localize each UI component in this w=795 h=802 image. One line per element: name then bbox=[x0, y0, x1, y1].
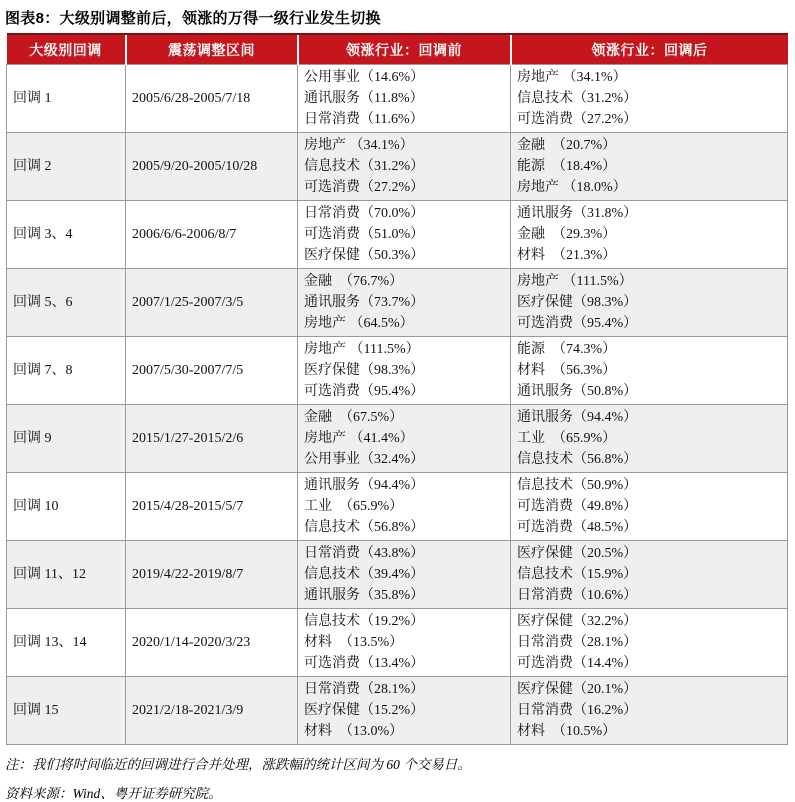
industry-line: 医疗保健（15.2%） bbox=[304, 703, 425, 718]
industry-line: 通讯服务（11.8%） bbox=[304, 91, 424, 106]
industry-line: 房地产 （41.4%） bbox=[304, 431, 414, 446]
industry-line: 可选消费（95.4%） bbox=[517, 316, 638, 331]
industries-before-cell bbox=[298, 201, 511, 269]
industry-line: 日常消费（11.6%） bbox=[304, 112, 424, 127]
industry-line: 房地产 （34.1%） bbox=[517, 70, 627, 85]
pullback-label-cell: 回调 2 bbox=[7, 133, 126, 201]
industry-line: 能源 （18.4%） bbox=[517, 159, 617, 174]
industries-after-cell bbox=[511, 65, 788, 133]
industries-before-cell bbox=[298, 133, 511, 201]
pullback-label-cell: 回调 3、4 bbox=[7, 201, 126, 269]
industry-line: 能源 （74.3%） bbox=[517, 342, 617, 357]
industry-line: 材料 （10.5%） bbox=[517, 724, 617, 739]
industry-line: 材料 （13.5%） bbox=[304, 635, 404, 650]
industry-line: 日常消费（28.1%） bbox=[517, 635, 638, 650]
pullback-label-cell: 回调 5、6 bbox=[7, 269, 126, 337]
industry-line: 信息技术（31.2%） bbox=[517, 91, 638, 106]
period-cell: 2021/2/18-2021/3/9 bbox=[126, 677, 298, 745]
industries-before-cell bbox=[298, 541, 511, 609]
table-row bbox=[7, 405, 788, 473]
industries-before-cell bbox=[298, 65, 511, 133]
industries-after-cell bbox=[511, 201, 788, 269]
industry-line: 房地产 （111.5%） bbox=[304, 342, 420, 357]
industries-before-cell bbox=[298, 269, 511, 337]
industry-line: 通讯服务（94.4%） bbox=[304, 478, 425, 493]
industry-line: 医疗保健（50.3%） bbox=[304, 248, 425, 263]
industries-after-cell bbox=[511, 405, 788, 473]
industry-line: 可选消费（49.8%） bbox=[517, 499, 638, 514]
table-row bbox=[7, 133, 788, 201]
industry-line: 医疗保健（98.3%） bbox=[517, 295, 638, 310]
industry-line: 信息技术（19.2%） bbox=[304, 614, 425, 629]
pullback-label-cell: 回调 13、14 bbox=[7, 609, 126, 677]
industries-before-cell bbox=[298, 405, 511, 473]
industry-line: 通讯服务（35.8%） bbox=[304, 588, 425, 603]
industry-line: 信息技术（56.8%） bbox=[517, 452, 638, 467]
period-cell: 2006/6/6-2006/8/7 bbox=[126, 201, 298, 269]
col-header-period: 震荡调整区间 bbox=[126, 34, 298, 65]
industry-line: 金融 （29.3%） bbox=[517, 227, 617, 242]
industry-line: 可选消费（95.4%） bbox=[304, 384, 425, 399]
industry-line: 通讯服务（94.4%） bbox=[517, 410, 638, 425]
table-row bbox=[7, 609, 788, 677]
industries-after-cell bbox=[511, 269, 788, 337]
table-row bbox=[7, 201, 788, 269]
industry-line: 信息技术（50.9%） bbox=[517, 478, 638, 493]
industries-after-cell bbox=[511, 541, 788, 609]
industries-before-cell bbox=[298, 337, 511, 405]
table-row bbox=[7, 473, 788, 541]
industry-line: 信息技术（56.8%） bbox=[304, 520, 425, 535]
industry-line: 信息技术（15.9%） bbox=[517, 567, 638, 582]
industry-line: 信息技术（39.4%） bbox=[304, 567, 425, 582]
industries-after-cell bbox=[511, 133, 788, 201]
period-cell: 2007/5/30-2007/7/5 bbox=[126, 337, 298, 405]
figure-title-text: 图表8：大级别调整前后，领涨的万得一级行业发生切换 bbox=[5, 10, 381, 27]
industries-after-cell bbox=[511, 677, 788, 745]
industry-line: 材料 （21.3%） bbox=[517, 248, 617, 263]
industry-line: 金融 （20.7%） bbox=[517, 138, 617, 153]
industry-line: 房地产 （34.1%） bbox=[304, 138, 414, 153]
industries-before-cell bbox=[298, 609, 511, 677]
data-source: 资料来源：Wind、粤开证券研究院。 bbox=[5, 786, 222, 801]
period-cell: 2020/1/14-2020/3/23 bbox=[126, 609, 298, 677]
period-cell: 2005/9/20-2005/10/28 bbox=[126, 133, 298, 201]
period-cell: 2015/4/28-2015/5/7 bbox=[126, 473, 298, 541]
industry-line: 医疗保健（32.2%） bbox=[517, 614, 638, 629]
industries-before-cell bbox=[298, 473, 511, 541]
pullback-label-cell: 回调 15 bbox=[7, 677, 126, 745]
industry-line: 通讯服务（50.8%） bbox=[517, 384, 638, 399]
industry-line: 房地产 （64.5%） bbox=[304, 316, 414, 331]
period-cell: 2015/1/27-2015/2/6 bbox=[126, 405, 298, 473]
industry-line: 房地产 （18.0%） bbox=[517, 180, 627, 195]
industry-line: 通讯服务（73.7%） bbox=[304, 295, 425, 310]
pullback-label-cell: 回调 1 bbox=[7, 65, 126, 133]
industry-line: 可选消费（13.4%） bbox=[304, 656, 425, 671]
industry-line: 日常消费（28.1%） bbox=[304, 682, 425, 697]
industry-line: 可选消费（51.0%） bbox=[304, 227, 425, 242]
pullback-label-cell: 回调 7、8 bbox=[7, 337, 126, 405]
pullback-label-cell: 回调 10 bbox=[7, 473, 126, 541]
period-cell: 2007/1/25-2007/3/5 bbox=[126, 269, 298, 337]
col-header-leaders-after: 领涨行业：回调后 bbox=[511, 34, 788, 65]
table-header-row bbox=[7, 34, 788, 65]
pullback-label-cell: 回调 11、12 bbox=[7, 541, 126, 609]
industry-line: 可选消费（48.5%） bbox=[517, 520, 638, 535]
industry-line: 日常消费（43.8%） bbox=[304, 546, 425, 561]
table-row bbox=[7, 541, 788, 609]
table-row bbox=[7, 337, 788, 405]
industry-line: 公用事业（14.6%） bbox=[304, 70, 425, 85]
industry-line: 通讯服务（31.8%） bbox=[517, 206, 638, 221]
col-header-pullback: 大级别回调 bbox=[7, 34, 126, 65]
table-row bbox=[7, 677, 788, 745]
industry-line: 信息技术（31.2%） bbox=[304, 159, 425, 174]
industry-line: 材料 （56.3%） bbox=[517, 363, 617, 378]
industry-line: 医疗保健（20.5%） bbox=[517, 546, 638, 561]
industries-before-cell bbox=[298, 677, 511, 745]
industry-line: 可选消费（27.2%） bbox=[304, 180, 425, 195]
industry-line: 工业 （65.9%） bbox=[304, 499, 404, 514]
table-body bbox=[7, 65, 788, 745]
period-cell: 2005/6/28-2005/7/18 bbox=[126, 65, 298, 133]
table-row bbox=[7, 269, 788, 337]
industry-line: 可选消费（14.4%） bbox=[517, 656, 638, 671]
industry-line: 金融 （76.7%） bbox=[304, 274, 404, 289]
industry-line: 医疗保健（98.3%） bbox=[304, 363, 425, 378]
table-row bbox=[7, 65, 788, 133]
pullback-label-cell: 回调 9 bbox=[7, 405, 126, 473]
figure-title bbox=[0, 4, 795, 33]
industry-line: 金融 （67.5%） bbox=[304, 410, 404, 425]
period-cell: 2019/4/22-2019/8/7 bbox=[126, 541, 298, 609]
pullback-industry-table bbox=[6, 33, 788, 745]
industries-after-cell bbox=[511, 337, 788, 405]
industries-after-cell bbox=[511, 609, 788, 677]
industry-line: 医疗保健（20.1%） bbox=[517, 682, 638, 697]
industry-line: 日常消费（10.6%） bbox=[517, 588, 638, 603]
industry-line: 房地产 （111.5%） bbox=[517, 274, 633, 289]
table-note: 注：我们将时间临近的回调进行合并处理，涨跌幅的统计区间为 60 个交易日。 bbox=[5, 757, 471, 772]
industry-line: 材料 （13.0%） bbox=[304, 724, 404, 739]
industry-line: 日常消费（70.0%） bbox=[304, 206, 425, 221]
industry-line: 日常消费（16.2%） bbox=[517, 703, 638, 718]
industries-after-cell bbox=[511, 473, 788, 541]
col-header-leaders-before: 领涨行业：回调前 bbox=[298, 34, 511, 65]
industry-line: 可选消费（27.2%） bbox=[517, 112, 638, 127]
industry-line: 公用事业（32.4%） bbox=[304, 452, 425, 467]
industry-line: 工业 （65.9%） bbox=[517, 431, 617, 446]
